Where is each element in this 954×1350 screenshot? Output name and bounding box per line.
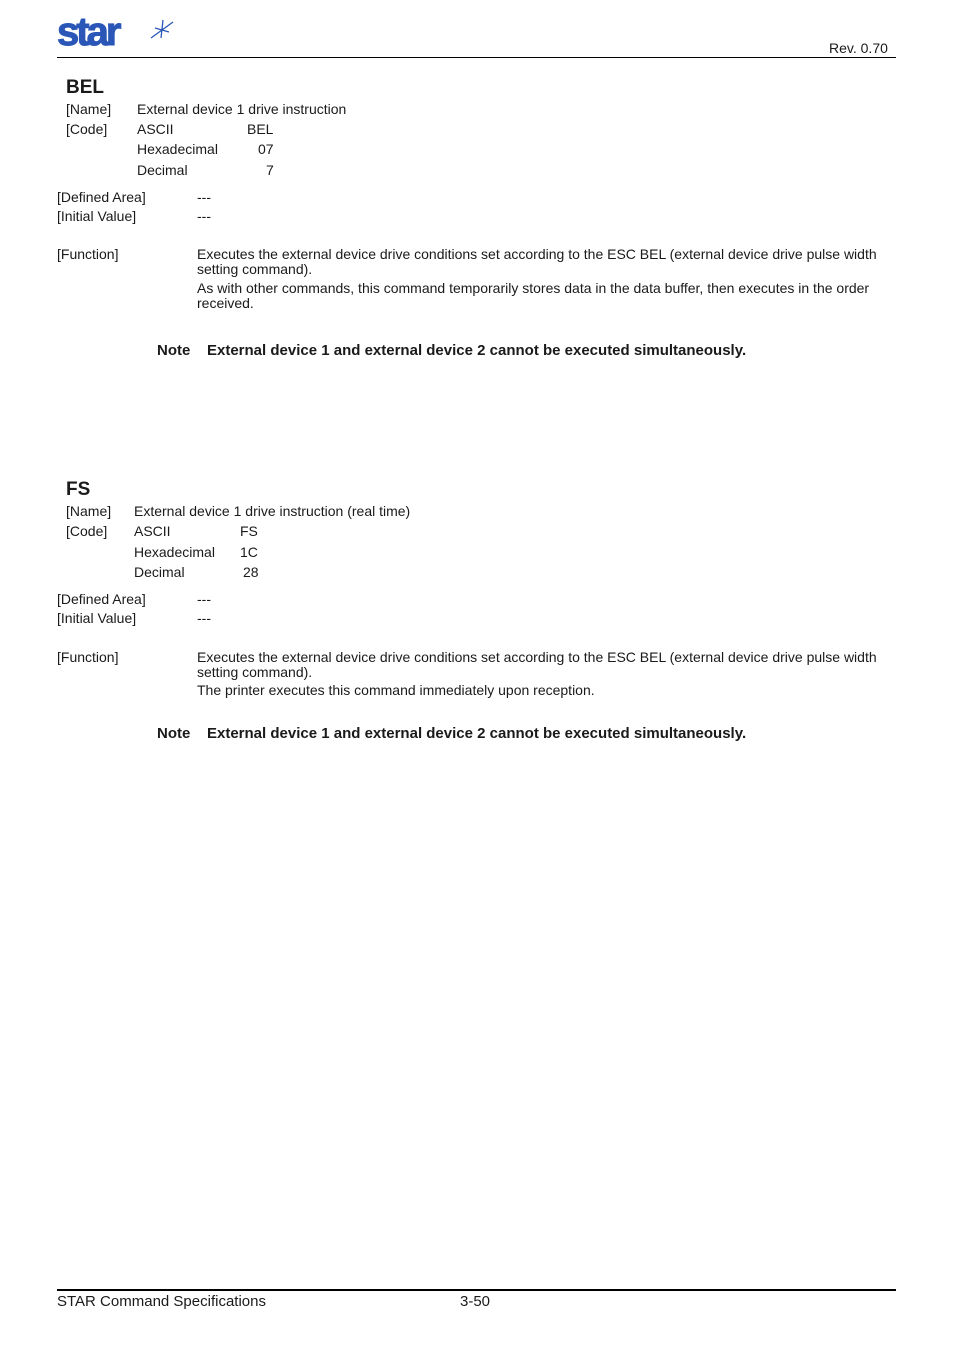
code-label: [Code]: [66, 121, 108, 137]
defined-area-label: [Defined Area]: [57, 591, 146, 607]
initial-value-label: [Initial Value]: [57, 610, 137, 626]
function-paragraph: The printer executes this command immediately upon reception.: [197, 682, 595, 698]
star-logo: [57, 10, 175, 54]
code-row-label: ASCII: [137, 121, 174, 137]
name-label: [Name]: [66, 101, 112, 117]
defined-area-value: ---: [197, 591, 211, 607]
note-label: Note: [157, 342, 191, 359]
code-row-value: 7: [266, 162, 274, 178]
code-label: [Code]: [66, 523, 108, 539]
code-row-label: ASCII: [134, 523, 171, 539]
defined-area-label: [Defined Area]: [57, 189, 146, 205]
defined-area-value: ---: [197, 189, 211, 205]
initial-value-label: [Initial Value]: [57, 208, 137, 224]
function-paragraph: As with other commands, this command temporarily stores data in the data buffer, then executes in the order received.: [197, 280, 870, 311]
function-paragraph: Executes the external device drive conditions set according to the ESC BEL (external device drive pulse width setting command).: [197, 246, 877, 277]
code-row-label: Decimal: [137, 162, 188, 178]
code-row-value: 28: [243, 564, 259, 580]
function-label: [Function]: [57, 649, 119, 665]
code-row-label: Hexadecimal: [134, 544, 215, 560]
function-label: [Function]: [57, 246, 119, 262]
code-row-value: 07: [258, 141, 274, 157]
header-rule: [57, 57, 896, 58]
note-text: External device 1 and external device 2 cannot be executed simultaneously.: [207, 342, 747, 359]
section-title: FS: [66, 479, 91, 500]
page-number: 3-50: [460, 1293, 491, 1310]
footer-title: STAR Command Specifications: [57, 1293, 266, 1310]
name-label: [Name]: [66, 503, 112, 519]
note-text: External device 1 and external device 2 cannot be executed simultaneously.: [207, 725, 747, 742]
code-row-label: Decimal: [134, 564, 185, 580]
name-value: External device 1 drive instruction: [137, 101, 347, 117]
code-row-value: FS: [240, 523, 258, 539]
sparkle-icon: [149, 18, 175, 40]
function-paragraph: Executes the external device drive conditions set according to the ESC BEL (external device drive pulse width setting command).: [197, 649, 877, 680]
code-row-value: BEL: [247, 121, 274, 137]
logo-wordmark: star: [57, 10, 119, 54]
name-value: External device 1 drive instruction (real time): [134, 503, 411, 519]
section-title: BEL: [66, 77, 104, 98]
code-row-label: Hexadecimal: [137, 141, 218, 157]
revision-label: Rev. 0.70: [829, 40, 888, 56]
note-label: Note: [157, 725, 191, 742]
code-row-value: 1C: [240, 544, 258, 560]
initial-value-value: ---: [197, 208, 211, 224]
footer-rule: [57, 1289, 896, 1291]
initial-value-value: ---: [197, 610, 211, 626]
